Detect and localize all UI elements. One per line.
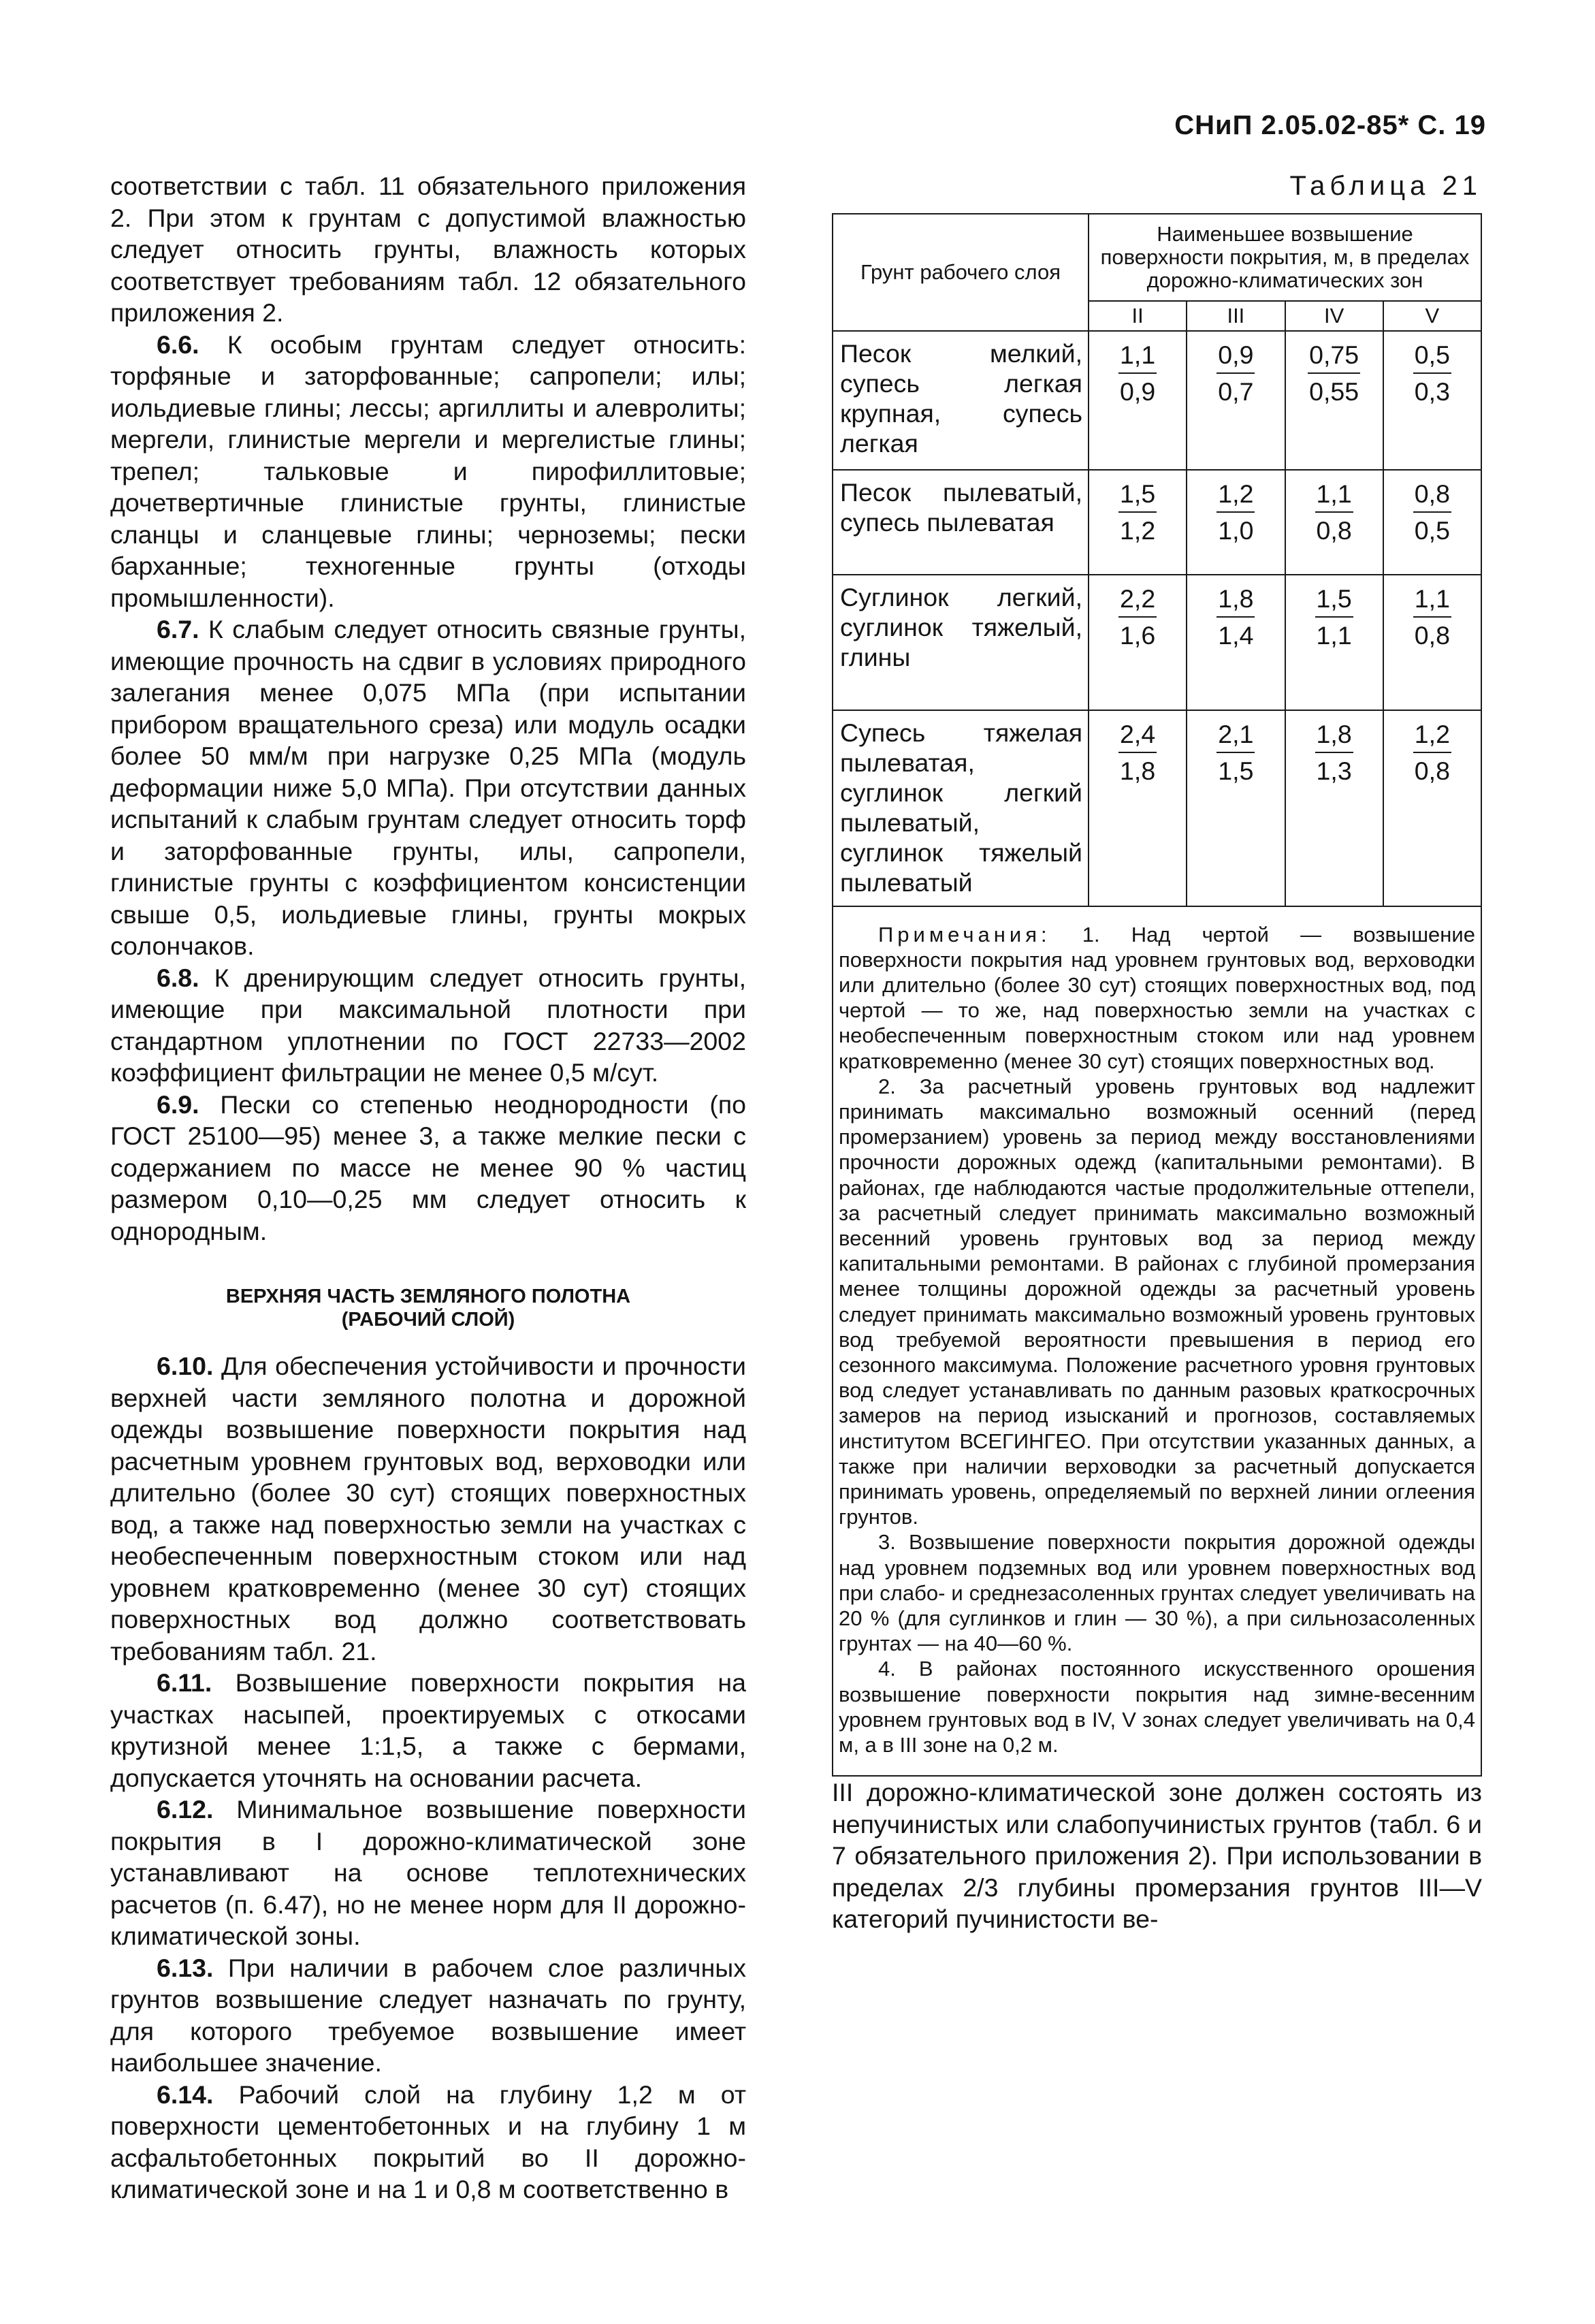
header-soil: Грунт рабочего слоя bbox=[833, 214, 1089, 331]
clause-text: К дренирующим следует относить грунты, имеющие при максимальной плотности при стандартном уплотнении по ГОСТ 22733—2002 коэффициент фильтрации не менее 0,5 м/сут. bbox=[110, 963, 747, 1087]
value-above: 0,8 bbox=[1413, 480, 1451, 513]
clause-number: 6.14. bbox=[157, 2080, 214, 2109]
value-below: 0,8 bbox=[1414, 756, 1450, 785]
value-below: 1,3 bbox=[1316, 756, 1352, 785]
paragraph-6-8 bbox=[110, 962, 746, 1089]
value-cell bbox=[1285, 470, 1383, 575]
value-cell bbox=[1089, 470, 1187, 575]
section-title-line: ВЕРХНЯЯ ЧАСТЬ ЗЕМЛЯНОГО ПОЛОТНА bbox=[225, 1286, 631, 1307]
clause-text: К особым грунтам следует относить: торфяные и заторфованные; сапропели; илы; иольдиевые глины; лессы; аргиллиты и алевролиты; мергели, глинистые мергели и мергелистые глины; трепел; тальковые и пирофиллитовые; дочетвертичные глинистые грунты, глинистые сланцы и сланцевые глины; черноземы; пески барханные; техногенные грунты (отходы промышленности). bbox=[110, 330, 747, 612]
table-21 bbox=[832, 213, 1482, 907]
note-1 bbox=[839, 922, 1475, 1074]
clause-text: Возвышение поверхности покрытия на участках насыпей, проектируемых с откосами крутизной менее 1:1,5, а также с бермами, допускается уточнять на основании расчета. bbox=[110, 1668, 746, 1792]
value-below: 0,55 bbox=[1309, 377, 1359, 406]
clause-number: 6.7. bbox=[157, 615, 199, 643]
value-above: 1,5 bbox=[1118, 480, 1157, 513]
value-above: 1,2 bbox=[1217, 480, 1255, 513]
value-cell bbox=[1089, 575, 1187, 710]
notes-label: Примечания: bbox=[878, 922, 1051, 946]
paragraph-6-11 bbox=[110, 1667, 746, 1794]
left-column bbox=[110, 170, 746, 2206]
value-cell bbox=[1187, 331, 1285, 470]
zone-header: V bbox=[1383, 301, 1481, 331]
clause-text: Для обеспечения устойчивости и прочности верхней части земляного полотна и дорожной одежды возвышение поверхности покрытия над расчетным уровнем грунтовых вод, верховодки или длительно (более 30 сут) стоящих поверхностных вод, а также над поверхностью земли на участках с необеспеченным поверхностным стоком или над уровнем кратковременно (менее 30 сут) стоящих поверхностных вод должно соответствовать требованиям табл. 21. bbox=[110, 1352, 746, 1666]
paragraph: соответствии с табл. 11 обязательного приложения 2. При этом к грунтам с допустимой влажностью следует относить грунты, влажность которых соответствует требованиям табл. 12 обязательного приложения 2. bbox=[110, 172, 746, 327]
value-below: 0,8 bbox=[1316, 515, 1352, 545]
value-below: 1,8 bbox=[1120, 756, 1156, 785]
right-column bbox=[832, 170, 1482, 1935]
note-text: 1. Над чертой — возвышение поверхности покрытия над уровнем грунтовых вод, верховодки или длительно (более 30 сут) стоящих поверхностных вод, под чертой — то же, над поверхностью земли на участках с необеспеченным поверхностным стоком или над уровнем кратковременно (менее 30 сут) стоящих поверхностных вод. bbox=[839, 922, 1475, 1073]
value-above: 1,1 bbox=[1315, 480, 1353, 513]
note-2: 2. За расчетный уровень грунтовых вод надлежит принимать максимально возможный осенний (перед промерзанием) уровень за период между восстановлениями прочности дорожных одежд (капитальными ремонтами). В районах, где наблюдаются частые продолжительные оттепели, за расчетный следует принимать максимально возможный весенний уровень грунтовых вод за период между капитальными ремонтами. В районах с глубиной промерзания менее толщины дорожной одежды за расчетный уровень следует принимать максимально возможный уровень грунтовых вод требуемой вероятности превышения в период его сезонного максимума. Положение расчетного уровня грунтовых вод следует устанавливать по данным разовых краткосрочных замеров на период изысканий и прогнозов, составляемых институтом ВСЕГИНГЕО. При отсутствии указанных данных, а также при наличии верховодки за расчетный допускается принимать уровень, определяемый по верхней линии оглеения грунтов. bbox=[839, 1074, 1475, 1529]
value-cell bbox=[1187, 470, 1285, 575]
soil-cell: Песок пылеватый, супесь пылеватая bbox=[833, 470, 1089, 575]
value-cell bbox=[1383, 470, 1481, 575]
table-notes bbox=[832, 907, 1482, 1777]
clause-text: Рабочий слой на глубину 1,2 м от поверхности цементобетонных и на глубину 1 м асфальтобетонных покрытий во II дорожно-климатической зоне и на 1 и 0,8 м соответственно в bbox=[110, 2080, 746, 2203]
value-below: 1,0 bbox=[1218, 515, 1254, 545]
value-cell bbox=[1285, 331, 1383, 470]
table-row bbox=[833, 470, 1481, 575]
value-cell bbox=[1089, 331, 1187, 470]
clause-number: 6.6. bbox=[157, 330, 199, 359]
clause-number: 6.12. bbox=[157, 1795, 214, 1824]
value-below: 1,4 bbox=[1218, 620, 1254, 650]
section-title-line: (РАБОЧИЙ СЛОЙ) bbox=[341, 1309, 515, 1331]
value-cell bbox=[1383, 331, 1481, 470]
soil-cell: Суглинок легкий, суглинок тяжелый, глины bbox=[833, 575, 1089, 710]
value-cell bbox=[1383, 575, 1481, 710]
value-below: 0,5 bbox=[1414, 515, 1450, 545]
paragraph-6-14 bbox=[110, 2079, 746, 2206]
value-cell bbox=[1187, 575, 1285, 710]
soil-cell: Супесь тяжелая пылеватая, суглинок легкий пылеватый, суглинок тяжелый пылеватый bbox=[833, 710, 1089, 906]
value-cell bbox=[1383, 710, 1481, 906]
clause-number: 6.11. bbox=[157, 1668, 212, 1697]
paragraph-continuation: III дорожно-климатической зоне должен состоять из непучинистых или слабопучинистых грунтов (табл. 6 и 7 обязательного приложения 2). При использовании в пределах 2/3 глубины промерзания грунтов III—V категорий пучинистости ве- bbox=[832, 1778, 1482, 1934]
value-below: 0,3 bbox=[1414, 377, 1450, 406]
value-cell bbox=[1285, 710, 1383, 906]
value-cell bbox=[1089, 710, 1187, 906]
table-caption: Таблица 21 bbox=[1289, 171, 1482, 201]
running-head: СНиП 2.05.02-85* С. 19 bbox=[1174, 110, 1486, 140]
value-below: 1,5 bbox=[1218, 756, 1254, 785]
value-below: 1,1 bbox=[1316, 620, 1352, 650]
value-below: 1,6 bbox=[1120, 620, 1156, 650]
clause-text: При наличии в рабочем слое различных грунтов возвышение следует назначать по грунту, для которого требуемое возвышение имеет наибольшее значение. bbox=[110, 1953, 746, 2077]
value-above: 1,8 bbox=[1217, 585, 1255, 618]
note-3: 3. Возвышение поверхности покрытия дорожной одежды над уровнем подземных вод или уровнем поверхностных вод при слабо- и среднезасоленных грунтах следует увеличивать на 20 % (для суглинков и глин — 30 %), а при сильнозасоленных грунтах — на 40—60 %. bbox=[839, 1530, 1475, 1656]
value-below: 0,7 bbox=[1218, 377, 1254, 406]
value-cell bbox=[1285, 575, 1383, 710]
clause-number: 6.13. bbox=[157, 1953, 214, 1982]
value-above: 1,5 bbox=[1315, 585, 1353, 618]
value-above: 2,2 bbox=[1118, 585, 1157, 618]
clause-text: К слабым следует относить связные грунты, имеющие прочность на сдвиг в условиях природного залегания менее 0,075 МПа (при испытании прибором вращательного среза) или модуль осадки более 50 мм/м при нагрузке 0,25 МПа (модуль деформации ниже 5,0 МПа). При отсутствии данных испытаний к слабым грунтам следует относить торф и заторфованные грунты, илы, сапропели, глинистые грунты с коэффициентом консистенции свыше 0,5, иольдиевые глины, грунты мокрых солончаков. bbox=[110, 615, 746, 960]
clause-number: 6.9. bbox=[157, 1089, 199, 1119]
note-4: 4. В районах постоянного искусственного орошения возвышение поверхности покрытия над зимне-весенним уровнем грунтовых вод в IV, V зонах следует увеличивать на 0,4 м, а в III зоне на 0,2 м. bbox=[839, 1657, 1475, 1757]
table-row bbox=[833, 331, 1481, 470]
paragraph-6-6 bbox=[110, 329, 746, 614]
paragraph-6-7 bbox=[110, 614, 746, 962]
clause-text: Минимальное возвышение поверхности покрытия в I дорожно-климатической зоне устанавливают на основе теплотехнических расчетов (п. 6.47), но не менее норм для II дорожно-климатической зоны. bbox=[110, 1795, 746, 1950]
table-row bbox=[833, 575, 1481, 710]
zone-header: III bbox=[1187, 301, 1285, 331]
paragraph-6-13 bbox=[110, 1952, 746, 2079]
clause-number: 6.8. bbox=[157, 963, 199, 992]
value-above: 1,8 bbox=[1315, 720, 1353, 753]
value-below: 1,2 bbox=[1120, 515, 1156, 545]
table-row bbox=[833, 710, 1481, 906]
paragraph-6-12 bbox=[110, 1794, 746, 1952]
zone-header: IV bbox=[1285, 301, 1383, 331]
clause-text: Пески со степенью неоднородности (по ГОСТ 25100—95) менее 3, а также мелкие пески с содержанием по массе не менее 90 % частиц размером 0,10—0,25 мм следует относить к однородным. bbox=[110, 1089, 747, 1245]
value-below: 0,8 bbox=[1414, 620, 1450, 650]
clause-number: 6.10. bbox=[157, 1352, 214, 1380]
value-above: 1,1 bbox=[1413, 585, 1451, 618]
header-value: Наименьшее возвышение поверхности покрытия, м, в пределах дорожно-климатических зон bbox=[1089, 214, 1481, 301]
value-above: 1,2 bbox=[1413, 720, 1451, 753]
value-above: 1,1 bbox=[1118, 341, 1157, 374]
value-cell bbox=[1187, 710, 1285, 906]
value-below: 0,9 bbox=[1120, 377, 1156, 406]
section-title bbox=[110, 1285, 746, 1331]
value-above: 0,5 bbox=[1413, 341, 1451, 374]
value-above: 2,1 bbox=[1217, 720, 1255, 753]
zone-header: II bbox=[1089, 301, 1187, 331]
paragraph-6-10 bbox=[110, 1350, 746, 1667]
paragraph-6-9 bbox=[110, 1089, 746, 1247]
soil-cell: Песок мелкий, супесь легкая крупная, супесь легкая bbox=[833, 331, 1089, 470]
value-above: 2,4 bbox=[1118, 720, 1157, 753]
value-above: 0,75 bbox=[1308, 341, 1360, 374]
value-above: 0,9 bbox=[1217, 341, 1255, 374]
